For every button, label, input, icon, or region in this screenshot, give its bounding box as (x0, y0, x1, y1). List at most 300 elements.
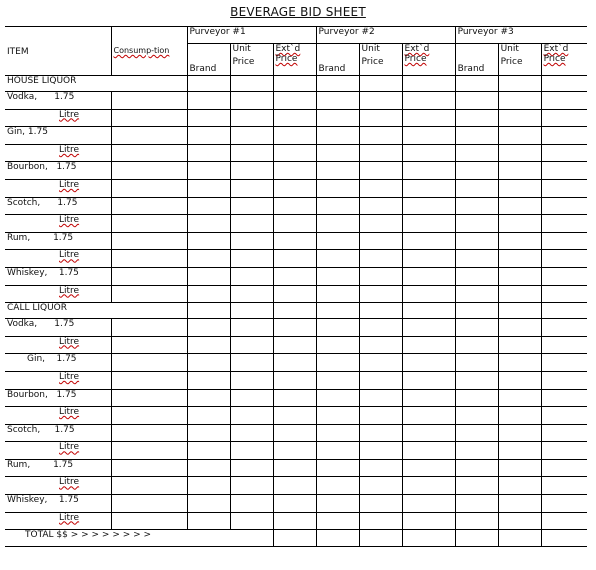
bid-cell[interactable] (230, 442, 273, 460)
consumption-cell[interactable] (111, 442, 187, 460)
bid-cell[interactable] (498, 92, 541, 110)
item-label: Vodka, 1.75 (5, 92, 111, 110)
bid-cell[interactable] (187, 303, 230, 319)
consumption-cell[interactable] (111, 285, 187, 303)
bid-cell[interactable] (316, 250, 359, 268)
item-label: Vodka, 1.75 (5, 319, 111, 337)
bid-cell[interactable] (498, 495, 541, 513)
bid-cell[interactable] (359, 144, 402, 162)
bid-cell[interactable] (230, 459, 273, 477)
item-label: Scotch, 1.75 (5, 197, 111, 215)
bid-cell[interactable] (187, 109, 230, 127)
bid-cell[interactable] (455, 354, 498, 372)
bid-cell[interactable] (316, 285, 359, 303)
bid-cell[interactable] (187, 179, 230, 197)
bid-cell[interactable] (273, 371, 316, 389)
bid-cell[interactable] (230, 232, 273, 250)
bid-cell[interactable] (359, 179, 402, 197)
bid-cell[interactable] (273, 215, 316, 233)
bid-cell[interactable] (455, 76, 498, 92)
consumption-cell[interactable] (111, 267, 187, 285)
bid-cell[interactable] (541, 267, 587, 285)
bid-cell[interactable] (273, 285, 316, 303)
consumption-cell[interactable] (111, 250, 187, 268)
consumption-cell[interactable] (111, 162, 187, 180)
bid-cell[interactable] (273, 197, 316, 215)
bid-cell[interactable] (541, 495, 587, 513)
bid-cell[interactable] (359, 477, 402, 495)
bid-cell[interactable] (316, 389, 359, 407)
total-cell[interactable] (541, 530, 587, 547)
consumption-cell[interactable] (111, 354, 187, 372)
total-cell[interactable] (402, 530, 455, 547)
bid-cell[interactable] (402, 495, 455, 513)
bid-cell[interactable] (541, 459, 587, 477)
bid-cell[interactable] (402, 215, 455, 233)
consumption-header: Consump-tion (111, 27, 187, 76)
bid-cell[interactable] (187, 162, 230, 180)
bid-cell[interactable] (187, 477, 230, 495)
item-label: Litre (5, 250, 111, 268)
item-label: Gin, 1.75 (5, 354, 111, 372)
bid-sheet-table (5, 26, 587, 547)
bid-cell[interactable] (359, 319, 402, 337)
brand-header-1: Brand (187, 44, 230, 76)
bid-cell[interactable] (541, 215, 587, 233)
bid-cell[interactable] (230, 354, 273, 372)
bid-cell[interactable] (359, 424, 402, 442)
bid-cell[interactable] (541, 127, 587, 145)
bid-cell[interactable] (402, 459, 455, 477)
bid-cell[interactable] (359, 389, 402, 407)
bid-cell[interactable] (187, 250, 230, 268)
bid-cell[interactable] (498, 76, 541, 92)
bid-cell[interactable] (402, 512, 455, 530)
bid-cell[interactable] (273, 459, 316, 477)
consumption-cell[interactable] (111, 459, 187, 477)
bid-cell[interactable] (402, 76, 455, 92)
bid-cell[interactable] (187, 442, 230, 460)
bid-cell[interactable] (230, 495, 273, 513)
bid-cell[interactable] (455, 407, 498, 425)
purveyor-1-header: Purveyor #1 (187, 27, 316, 44)
bid-cell[interactable] (359, 407, 402, 425)
bid-cell[interactable] (541, 319, 587, 337)
bid-cell[interactable] (541, 197, 587, 215)
total-cell[interactable] (316, 530, 359, 547)
consumption-cell[interactable] (111, 389, 187, 407)
bid-cell[interactable] (359, 442, 402, 460)
bid-cell[interactable] (455, 232, 498, 250)
bid-cell[interactable] (187, 407, 230, 425)
bid-cell[interactable] (498, 371, 541, 389)
bid-cell[interactable] (230, 512, 273, 530)
bid-cell[interactable] (230, 197, 273, 215)
bid-cell[interactable] (230, 162, 273, 180)
item-label: Rum, 1.75 (5, 232, 111, 250)
item-label: Litre (5, 512, 111, 530)
bid-cell[interactable] (541, 179, 587, 197)
bid-cell[interactable] (359, 512, 402, 530)
bid-cell[interactable] (316, 495, 359, 513)
bid-cell[interactable] (230, 215, 273, 233)
bid-cell[interactable] (541, 477, 587, 495)
bid-cell[interactable] (498, 232, 541, 250)
bid-cell[interactable] (402, 144, 455, 162)
consumption-cell[interactable] (111, 424, 187, 442)
bid-cell[interactable] (541, 232, 587, 250)
bid-cell[interactable] (455, 109, 498, 127)
bid-cell[interactable] (187, 336, 230, 354)
unit-price-header-3: Unit Price (498, 44, 541, 76)
bid-cell[interactable] (316, 407, 359, 425)
consumption-cell[interactable] (111, 197, 187, 215)
bid-cell[interactable] (187, 127, 230, 145)
bid-cell[interactable] (316, 109, 359, 127)
bid-cell[interactable] (273, 495, 316, 513)
bid-cell[interactable] (316, 127, 359, 145)
item-label: Whiskey, 1.75 (5, 267, 111, 285)
item-label: Litre (5, 371, 111, 389)
bid-cell[interactable] (455, 162, 498, 180)
bid-cell[interactable] (273, 303, 316, 319)
bid-cell[interactable] (230, 250, 273, 268)
bid-cell[interactable] (455, 267, 498, 285)
bid-cell[interactable] (455, 389, 498, 407)
bid-cell[interactable] (316, 232, 359, 250)
bid-cell[interactable] (187, 76, 230, 92)
table-row (5, 179, 587, 197)
bid-cell[interactable] (498, 303, 541, 319)
bid-cell[interactable] (273, 336, 316, 354)
table-row (5, 336, 587, 354)
bid-cell[interactable] (230, 127, 273, 145)
bid-cell[interactable] (402, 407, 455, 425)
table-row (5, 319, 587, 337)
bid-cell[interactable] (402, 371, 455, 389)
bid-cell[interactable] (498, 319, 541, 337)
bid-cell[interactable] (402, 424, 455, 442)
bid-cell[interactable] (359, 371, 402, 389)
bid-cell[interactable] (187, 354, 230, 372)
bid-cell[interactable] (316, 442, 359, 460)
total-cell[interactable] (498, 530, 541, 547)
bid-cell[interactable] (316, 215, 359, 233)
bid-cell[interactable] (273, 127, 316, 145)
bid-cell[interactable] (230, 424, 273, 442)
bid-cell[interactable] (273, 389, 316, 407)
bid-cell[interactable] (230, 76, 273, 92)
bid-cell[interactable] (187, 267, 230, 285)
bid-cell[interactable] (541, 336, 587, 354)
table-row (5, 442, 587, 460)
table-row (5, 92, 587, 110)
bid-cell[interactable] (316, 92, 359, 110)
bid-cell[interactable] (455, 285, 498, 303)
bid-cell[interactable] (455, 495, 498, 513)
bid-cell[interactable] (230, 144, 273, 162)
bid-cell[interactable] (402, 442, 455, 460)
consumption-cell[interactable] (111, 109, 187, 127)
bid-cell[interactable] (498, 459, 541, 477)
bid-cell[interactable] (402, 267, 455, 285)
bid-cell[interactable] (455, 303, 498, 319)
bid-cell[interactable] (187, 144, 230, 162)
item-label: Litre (5, 407, 111, 425)
bid-cell[interactable] (359, 336, 402, 354)
bid-cell[interactable] (498, 250, 541, 268)
bid-cell[interactable] (316, 477, 359, 495)
bid-cell[interactable] (359, 232, 402, 250)
total-label: TOTAL $$ > > > > > > > > (5, 530, 273, 547)
bid-cell[interactable] (273, 92, 316, 110)
bid-cell[interactable] (455, 512, 498, 530)
bid-cell[interactable] (541, 407, 587, 425)
table-row (5, 389, 587, 407)
bid-cell[interactable] (230, 267, 273, 285)
bid-cell[interactable] (498, 442, 541, 460)
bid-cell[interactable] (541, 162, 587, 180)
consumption-cell[interactable] (111, 495, 187, 513)
bid-cell[interactable] (541, 354, 587, 372)
consumption-cell[interactable] (111, 215, 187, 233)
bid-cell[interactable] (359, 285, 402, 303)
bid-cell[interactable] (498, 215, 541, 233)
bid-cell[interactable] (498, 336, 541, 354)
bid-cell[interactable] (541, 512, 587, 530)
bid-cell[interactable] (541, 109, 587, 127)
bid-cell[interactable] (273, 442, 316, 460)
bid-cell[interactable] (541, 371, 587, 389)
bid-cell[interactable] (316, 371, 359, 389)
bid-cell[interactable] (359, 92, 402, 110)
bid-cell[interactable] (316, 319, 359, 337)
bid-cell[interactable] (273, 512, 316, 530)
bid-cell[interactable] (187, 459, 230, 477)
table-row (5, 354, 587, 372)
bid-cell[interactable] (455, 92, 498, 110)
bid-cell[interactable] (402, 127, 455, 145)
bid-cell[interactable] (187, 495, 230, 513)
bid-cell[interactable] (498, 389, 541, 407)
bid-cell[interactable] (359, 215, 402, 233)
ext-price-header-2: Ext`d Price (402, 44, 455, 76)
bid-cell[interactable] (498, 477, 541, 495)
bid-cell[interactable] (498, 197, 541, 215)
bid-cell[interactable] (359, 303, 402, 319)
bid-cell[interactable] (316, 459, 359, 477)
bid-cell[interactable] (455, 459, 498, 477)
bid-cell[interactable] (498, 109, 541, 127)
bid-cell[interactable] (455, 250, 498, 268)
bid-cell[interactable] (455, 197, 498, 215)
bid-cell[interactable] (187, 319, 230, 337)
bid-cell[interactable] (455, 179, 498, 197)
bid-cell[interactable] (402, 179, 455, 197)
bid-cell[interactable] (316, 303, 359, 319)
consumption-cell[interactable] (111, 92, 187, 110)
bid-cell[interactable] (455, 371, 498, 389)
bid-cell[interactable] (316, 424, 359, 442)
consumption-cell[interactable] (111, 477, 187, 495)
purveyor-2-header: Purveyor #2 (316, 27, 455, 44)
bid-cell[interactable] (455, 144, 498, 162)
bid-cell[interactable] (402, 250, 455, 268)
bid-cell[interactable] (359, 267, 402, 285)
bid-cell[interactable] (541, 424, 587, 442)
consumption-cell[interactable] (111, 179, 187, 197)
bid-cell[interactable] (187, 215, 230, 233)
purveyor-3-header: Purveyor #3 (455, 27, 587, 44)
bid-cell[interactable] (359, 162, 402, 180)
bid-cell[interactable] (187, 512, 230, 530)
bid-cell[interactable] (359, 76, 402, 92)
table-row (5, 371, 587, 389)
bid-cell[interactable] (455, 319, 498, 337)
bid-cell[interactable] (316, 144, 359, 162)
bid-cell[interactable] (402, 336, 455, 354)
bid-cell[interactable] (402, 354, 455, 372)
bid-cell[interactable] (498, 267, 541, 285)
bid-cell[interactable] (455, 477, 498, 495)
total-cell[interactable] (359, 530, 402, 547)
consumption-cell[interactable] (111, 336, 187, 354)
consumption-cell[interactable] (111, 144, 187, 162)
bid-cell[interactable] (402, 389, 455, 407)
bid-cell[interactable] (541, 144, 587, 162)
bid-cell[interactable] (316, 162, 359, 180)
bid-cell[interactable] (230, 319, 273, 337)
bid-cell[interactable] (316, 354, 359, 372)
bid-cell[interactable] (455, 336, 498, 354)
bid-cell[interactable] (273, 144, 316, 162)
bid-cell[interactable] (230, 303, 273, 319)
bid-cell[interactable] (402, 477, 455, 495)
bid-cell[interactable] (498, 512, 541, 530)
bid-cell[interactable] (273, 250, 316, 268)
bid-cell[interactable] (273, 477, 316, 495)
consumption-cell[interactable] (111, 232, 187, 250)
total-cell[interactable] (273, 530, 316, 547)
bid-cell[interactable] (541, 442, 587, 460)
bid-cell[interactable] (316, 179, 359, 197)
bid-cell[interactable] (273, 319, 316, 337)
bid-cell[interactable] (498, 407, 541, 425)
bid-cell[interactable] (230, 336, 273, 354)
ext-price-header-3: Ext`d Price (541, 44, 587, 76)
bid-cell[interactable] (541, 303, 587, 319)
bid-cell[interactable] (455, 215, 498, 233)
bid-cell[interactable] (402, 197, 455, 215)
bid-cell[interactable] (359, 250, 402, 268)
table-row (5, 144, 587, 162)
bid-cell[interactable] (187, 92, 230, 110)
bid-cell[interactable] (187, 371, 230, 389)
bid-cell[interactable] (359, 459, 402, 477)
bid-cell[interactable] (498, 354, 541, 372)
bid-cell[interactable] (273, 76, 316, 92)
bid-cell[interactable] (316, 197, 359, 215)
bid-cell[interactable] (316, 267, 359, 285)
bid-cell[interactable] (541, 250, 587, 268)
bid-cell[interactable] (498, 127, 541, 145)
bid-cell[interactable] (273, 424, 316, 442)
total-cell[interactable] (455, 530, 498, 547)
bid-cell[interactable] (541, 389, 587, 407)
bid-cell[interactable] (273, 162, 316, 180)
bid-cell[interactable] (359, 109, 402, 127)
bid-cell[interactable] (230, 179, 273, 197)
bid-cell[interactable] (187, 389, 230, 407)
bid-cell[interactable] (187, 424, 230, 442)
consumption-cell[interactable] (111, 127, 187, 145)
bid-cell[interactable] (187, 197, 230, 215)
consumption-cell[interactable] (111, 407, 187, 425)
section-label: CALL LIQUOR (5, 303, 187, 319)
bid-cell[interactable] (359, 495, 402, 513)
bid-cell[interactable] (273, 407, 316, 425)
bid-cell[interactable] (230, 407, 273, 425)
bid-cell[interactable] (402, 303, 455, 319)
bid-cell[interactable] (455, 424, 498, 442)
bid-cell[interactable] (316, 76, 359, 92)
table-row (5, 162, 587, 180)
bid-cell[interactable] (402, 232, 455, 250)
item-label: Litre (5, 477, 111, 495)
bid-cell[interactable] (273, 179, 316, 197)
bid-cell[interactable] (273, 267, 316, 285)
bid-cell[interactable] (498, 144, 541, 162)
bid-cell[interactable] (273, 232, 316, 250)
bid-cell[interactable] (187, 232, 230, 250)
bid-cell[interactable] (402, 109, 455, 127)
bid-cell[interactable] (230, 109, 273, 127)
consumption-cell[interactable] (111, 512, 187, 530)
consumption-cell[interactable] (111, 319, 187, 337)
bid-cell[interactable] (187, 285, 230, 303)
table-row (5, 407, 587, 425)
bid-cell[interactable] (316, 512, 359, 530)
table-row (5, 197, 587, 215)
bid-cell[interactable] (230, 92, 273, 110)
bid-cell[interactable] (273, 354, 316, 372)
bid-cell[interactable] (455, 127, 498, 145)
bid-cell[interactable] (541, 76, 587, 92)
bid-cell[interactable] (273, 109, 316, 127)
bid-cell[interactable] (541, 285, 587, 303)
bid-cell[interactable] (359, 354, 402, 372)
bid-cell[interactable] (230, 389, 273, 407)
bid-cell[interactable] (402, 285, 455, 303)
bid-cell[interactable] (359, 197, 402, 215)
bid-cell[interactable] (455, 442, 498, 460)
bid-cell[interactable] (498, 285, 541, 303)
bid-cell[interactable] (402, 319, 455, 337)
consumption-cell[interactable] (111, 371, 187, 389)
bid-cell[interactable] (359, 127, 402, 145)
bid-cell[interactable] (316, 336, 359, 354)
bid-cell[interactable] (498, 162, 541, 180)
bid-cell[interactable] (498, 179, 541, 197)
bid-cell[interactable] (498, 424, 541, 442)
bid-cell[interactable] (402, 92, 455, 110)
item-label: Litre (5, 109, 111, 127)
bid-cell[interactable] (230, 285, 273, 303)
bid-cell[interactable] (541, 92, 587, 110)
bid-cell[interactable] (230, 477, 273, 495)
bid-cell[interactable] (230, 371, 273, 389)
bid-cell[interactable] (402, 162, 455, 180)
